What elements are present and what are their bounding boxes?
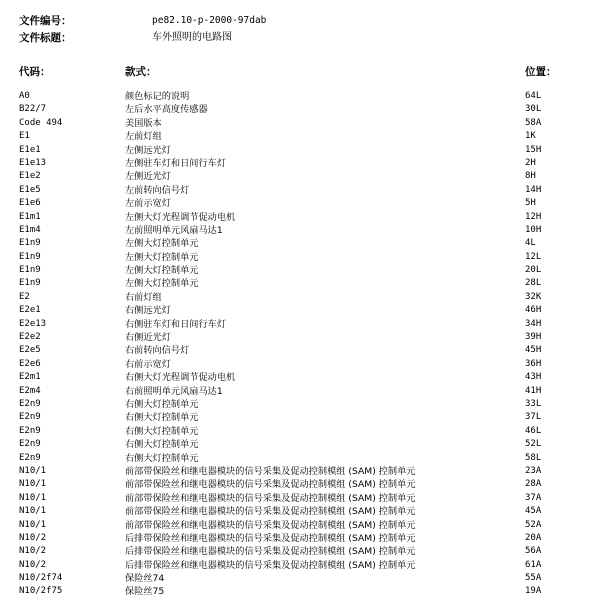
table-row (19, 144, 589, 157)
component-style: 前部带保险丝和继电器模块的信号采集及促动控制模组 (SAM) 控制单元 (125, 465, 416, 477)
component-code: N10/2f74 (19, 573, 63, 584)
component-position: 61A (525, 559, 542, 570)
component-style: 左后水平高度传感器 (125, 104, 208, 116)
component-code: E1e13 (19, 157, 47, 168)
table-row (19, 103, 589, 116)
component-code: E2e6 (19, 358, 41, 369)
component-position: 28L (525, 278, 542, 289)
component-position: 39H (525, 332, 542, 343)
table-row (19, 532, 589, 545)
component-position: 46L (525, 425, 542, 436)
component-style: 右侧近光灯 (125, 332, 171, 344)
doc-title-row (19, 30, 589, 46)
component-code: E1e2 (19, 171, 41, 182)
component-code: E2e13 (19, 318, 47, 329)
component-style: 后排带保险丝和继电器模块的信号采集及促动控制模组 (SAM) 控制单元 (125, 559, 416, 571)
component-style: 后排带保险丝和继电器模块的信号采集及促动控制模组 (SAM) 控制单元 (125, 532, 416, 544)
header-code: 代码： (19, 66, 51, 78)
table-row (19, 385, 589, 398)
component-position: 5H (525, 198, 536, 209)
component-style: 美国版本 (125, 117, 162, 129)
table-row (19, 117, 589, 130)
component-code: E1e1 (19, 144, 41, 155)
component-code: N10/2 (19, 532, 47, 543)
component-code: E1n9 (19, 251, 41, 262)
component-style: 保险丝74 (125, 573, 165, 585)
component-code: N10/1 (19, 465, 47, 476)
component-position: 52A (525, 519, 542, 530)
component-style: 左侧大灯光程调节促动电机 (125, 211, 236, 223)
component-position: 32K (525, 291, 542, 302)
component-code: N10/1 (19, 479, 47, 490)
table-row (19, 519, 589, 532)
table-row (19, 478, 589, 491)
header-position: 位置： (525, 66, 557, 78)
table-row (19, 237, 589, 250)
component-code: E2 (19, 291, 30, 302)
table-row (19, 452, 589, 465)
table-row (19, 251, 589, 264)
component-style: 左侧远光灯 (125, 144, 171, 156)
table-row (19, 492, 589, 505)
table-row (19, 344, 589, 357)
component-position: 20A (525, 532, 542, 543)
table-row (19, 331, 589, 344)
component-style: 前部带保险丝和继电器模块的信号采集及促动控制模组 (SAM) 控制单元 (125, 492, 416, 504)
component-style: 右侧远光灯 (125, 305, 171, 317)
table-row (19, 170, 589, 183)
table-row (19, 438, 589, 451)
component-style: 保险丝75 (125, 586, 165, 598)
table-row (19, 211, 589, 224)
component-code: E1m1 (19, 211, 41, 222)
doc-number-row (19, 13, 589, 29)
component-style: 左前转向信号灯 (125, 184, 190, 196)
doc-title-value: 车外照明的电路图 (152, 32, 232, 43)
table-row (19, 545, 589, 558)
component-position: 20L (525, 265, 542, 276)
component-code: E2e2 (19, 332, 41, 343)
component-code: E2n9 (19, 398, 41, 409)
table-row (19, 291, 589, 304)
component-code: N10/2 (19, 559, 47, 570)
component-code: E1e6 (19, 198, 41, 209)
component-code: E2e5 (19, 345, 41, 356)
table-row (19, 197, 589, 210)
component-position: 41H (525, 385, 542, 396)
component-position: 36H (525, 358, 542, 369)
component-style: 左前示宽灯 (125, 198, 171, 210)
table-row (19, 318, 589, 331)
component-position: 37L (525, 412, 542, 423)
component-code: Code 494 (19, 117, 63, 128)
component-style: 右侧大灯控制单元 (125, 452, 199, 464)
table-row (19, 411, 589, 424)
table-row (19, 398, 589, 411)
component-table (19, 90, 589, 599)
component-code: N10/1 (19, 519, 47, 530)
component-position: 52L (525, 439, 542, 450)
component-code: E1n9 (19, 265, 41, 276)
component-position: 1K (525, 131, 536, 142)
table-row (19, 559, 589, 572)
table-row (19, 425, 589, 438)
component-code: E1n9 (19, 238, 41, 249)
component-position: 30L (525, 104, 542, 115)
component-position: 56A (525, 546, 542, 557)
component-code: E1 (19, 131, 30, 142)
doc-number-value: pe82.10-p-2000-97dab (152, 15, 267, 26)
component-code: E1e5 (19, 184, 41, 195)
component-code: N10/1 (19, 506, 47, 517)
header-style: 款式： (125, 66, 157, 78)
table-row (19, 130, 589, 143)
table-row (19, 585, 589, 598)
component-style: 右侧大灯控制单元 (125, 398, 199, 410)
component-position: 15H (525, 144, 542, 155)
component-style: 右前照明单元风扇马达1 (125, 385, 223, 397)
component-style: 左前灯组 (125, 131, 162, 143)
table-row (19, 264, 589, 277)
component-style: 右侧大灯控制单元 (125, 425, 199, 437)
component-code: E2n9 (19, 412, 41, 423)
component-code: A0 (19, 91, 30, 101)
component-style: 后排带保险丝和继电器模块的信号采集及促动控制模组 (SAM) 控制单元 (125, 546, 416, 558)
component-position: 4L (525, 238, 536, 249)
component-style: 左侧驻车灯和日间行车灯 (125, 157, 227, 169)
component-position: 33L (525, 398, 542, 409)
component-code: E1m4 (19, 224, 41, 235)
component-style: 右前灯组 (125, 291, 162, 303)
component-code: N10/2f75 (19, 586, 63, 597)
component-position: 55A (525, 573, 542, 584)
component-style: 右前示宽灯 (125, 358, 171, 370)
component-style: 右侧驻车灯和日间行车灯 (125, 318, 227, 330)
component-code: E2n9 (19, 425, 41, 436)
component-position: 58L (525, 452, 542, 463)
component-style: 前部带保险丝和继电器模块的信号采集及促动控制模组 (SAM) 控制单元 (125, 506, 416, 518)
component-code: E1n9 (19, 278, 41, 289)
component-style: 左侧大灯控制单元 (125, 251, 199, 263)
doc-number-label: 文件编号： (19, 15, 72, 27)
component-code: B22/7 (19, 104, 47, 115)
component-style: 左侧大灯控制单元 (125, 238, 199, 250)
table-row (19, 465, 589, 478)
component-position: 43H (525, 372, 542, 383)
table-row (19, 184, 589, 197)
component-style: 右侧大灯光程调节促动电机 (125, 372, 236, 384)
component-style: 左侧大灯控制单元 (125, 265, 199, 277)
component-code: N10/2 (19, 546, 47, 557)
component-code: E2m4 (19, 385, 41, 396)
table-row (19, 277, 589, 290)
table-header (19, 64, 589, 80)
component-style: 前部带保险丝和继电器模块的信号采集及促动控制模组 (SAM) 控制单元 (125, 519, 416, 531)
component-style: 右侧大灯控制单元 (125, 439, 199, 451)
component-code: E2m1 (19, 372, 41, 383)
component-position: 28A (525, 479, 542, 490)
component-style: 前部带保险丝和继电器模块的信号采集及促动控制模组 (SAM) 控制单元 (125, 479, 416, 491)
component-position: 45A (525, 506, 542, 517)
component-position: 12L (525, 251, 542, 262)
component-position: 10H (525, 224, 542, 235)
table-row (19, 371, 589, 384)
component-style: 右前转向信号灯 (125, 345, 190, 357)
component-position: 2H (525, 157, 536, 168)
doc-title-label: 文件标题： (19, 32, 72, 44)
table-row (19, 572, 589, 585)
component-position: 14H (525, 184, 542, 195)
component-position: 46H (525, 305, 542, 316)
component-style: 左侧大灯控制单元 (125, 278, 199, 290)
component-style: 颜色标记的说明 (125, 91, 190, 102)
component-position: 37A (525, 492, 542, 503)
component-code: E2n9 (19, 439, 41, 450)
component-code: E2n9 (19, 452, 41, 463)
component-position: 23A (525, 465, 542, 476)
component-style: 右侧大灯控制单元 (125, 412, 199, 424)
table-row (19, 304, 589, 317)
table-row (19, 358, 589, 371)
component-position: 12H (525, 211, 542, 222)
component-position: 45H (525, 345, 542, 356)
component-position: 64L (525, 91, 542, 101)
component-position: 58A (525, 117, 542, 128)
table-row (19, 505, 589, 518)
component-code: E2e1 (19, 305, 41, 316)
table-row (19, 90, 589, 103)
component-code: N10/1 (19, 492, 47, 503)
component-position: 8H (525, 171, 536, 182)
component-position: 19A (525, 586, 542, 597)
component-position: 34H (525, 318, 542, 329)
component-style: 左侧近光灯 (125, 171, 171, 183)
table-row (19, 224, 589, 237)
table-row (19, 157, 589, 170)
component-style: 左前照明单元风扇马达1 (125, 224, 223, 236)
